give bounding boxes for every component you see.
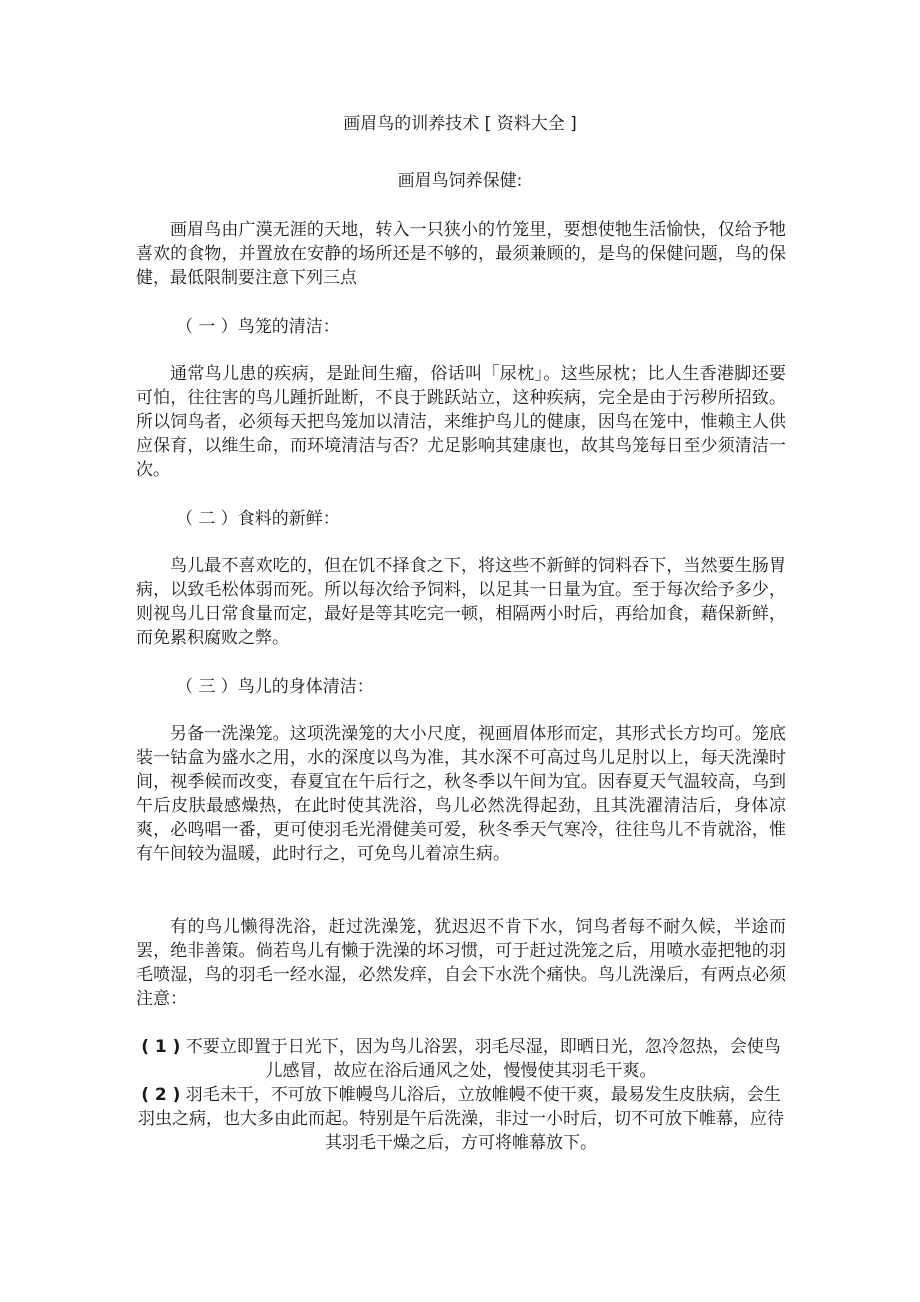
section2-paragraph: 鸟儿最不喜欢吃的，但在饥不择食之下，将这些不新鲜的饲料吞下，当然要生肠胃病，以致毛松体弱而死。所以每次给予饲料，以足其一日量为宜。至于每次给予多少，则视鸟儿日常食量而定，最好是等其吃完一顿，相隔两小时后，再给加食，藉保新鲜，而免累积腐败之弊。 — [136, 556, 786, 648]
note-2-number: ( 2 ) — [141, 1085, 181, 1105]
document-title: 画眉鸟的训养技术 [ 资料大全 ] — [343, 114, 577, 134]
section1-paragraph: 通常鸟儿患的疾病，是趾间生瘤，俗话叫「尿枕」。这些尿枕；比人生香港脚还要可怕，往往害的鸟儿踵折趾断，不良于跳跃站立，这种疾病，完全是由于污秽所招致。所以饲鸟者，必须每天把鸟笼加以清洁，来维护鸟儿的健康，因鸟在笼中，惟赖主人供应保育，以维生命，而环境清洁与否？尤足影响其建康也，故其鸟笼每日至少须清洁一次。 — [136, 364, 786, 480]
note-item-2 — [136, 1083, 786, 1155]
section3-heading: （ 三 ）鸟儿的身体清洁： — [176, 677, 374, 697]
note-1-number: ( 1 ) — [141, 1037, 181, 1057]
intro-paragraph: 画眉鸟由广漠无涯的天地，转入一只狭小的竹笼里，要想使牠生活愉快，仅给予牠喜欢的食物，并置放在安静的场所还是不够的，最须兼顾的，是鸟的保健问题，鸟的保健，最低限制要注意下列三点 — [136, 220, 786, 288]
note-1-text: 不要立即置于日光下，因为鸟儿浴罢，羽毛尽湿，即晒日光，忽冷忽热，会使鸟儿感冒，故应在浴后通风之处，慢慢使其羽毛干爽。 — [180, 1037, 781, 1081]
note-item-1 — [136, 1035, 786, 1083]
section3-paragraph-1: 另备一洗澡笼。这项洗澡笼的大小尺度，视画眉体形而定，其形式长方均可。笼底装一钴盒为盛水之用，水的深度以鸟为准，其水深不可高过鸟儿足肘以上，每天洗澡时间，视季候而改变，春夏宜在午后行之，秋冬季以午间为宜。因春夏天气温较高，乌到午后皮肤最感燥热，在此时使其洗浴，鸟儿必然洗得起劲，且其洗濯清洁后，身体凉爽，必鸣唱一番，更可使羽毛光滑健美可爱，秋冬季天气寒冷，往往鸟儿不肯就浴，惟有午间较为温暖，此时行之，可免鸟儿着凉生病。 — [136, 724, 786, 864]
note-2-text: 羽毛未干，不可放下帷幔鸟儿浴后，立放帷幔不使干爽，最易发生皮肤病，会生羽虫之病，也大多由此而起。特别是午后洗澡，非过一小时后，切不可放下帷幕，应待其羽毛干燥之后，方可将帷幕放下。 — [138, 1085, 784, 1153]
section1-heading: （ 一 ）鸟笼的清洁： — [176, 317, 340, 337]
section3-paragraph-2: 有的鸟儿懒得洗浴，赶过洗澡笼，犹迟迟不肯下水，饲鸟者每不耐久候，半途而罢，绝非善策。倘若鸟儿有懒于洗澡的坏习惯，可于赶过洗笼之后，用喷水壶把牠的羽毛喷湿，鸟的羽毛一经水湿，必然发痒，自会下水洗个痛快。鸟儿洗澡后，有两点必须注意： — [136, 917, 786, 1009]
document-subtitle: 画眉鸟饲养保健: — [397, 171, 523, 191]
section2-heading: （ 二 ）食料的新鲜： — [176, 509, 340, 529]
